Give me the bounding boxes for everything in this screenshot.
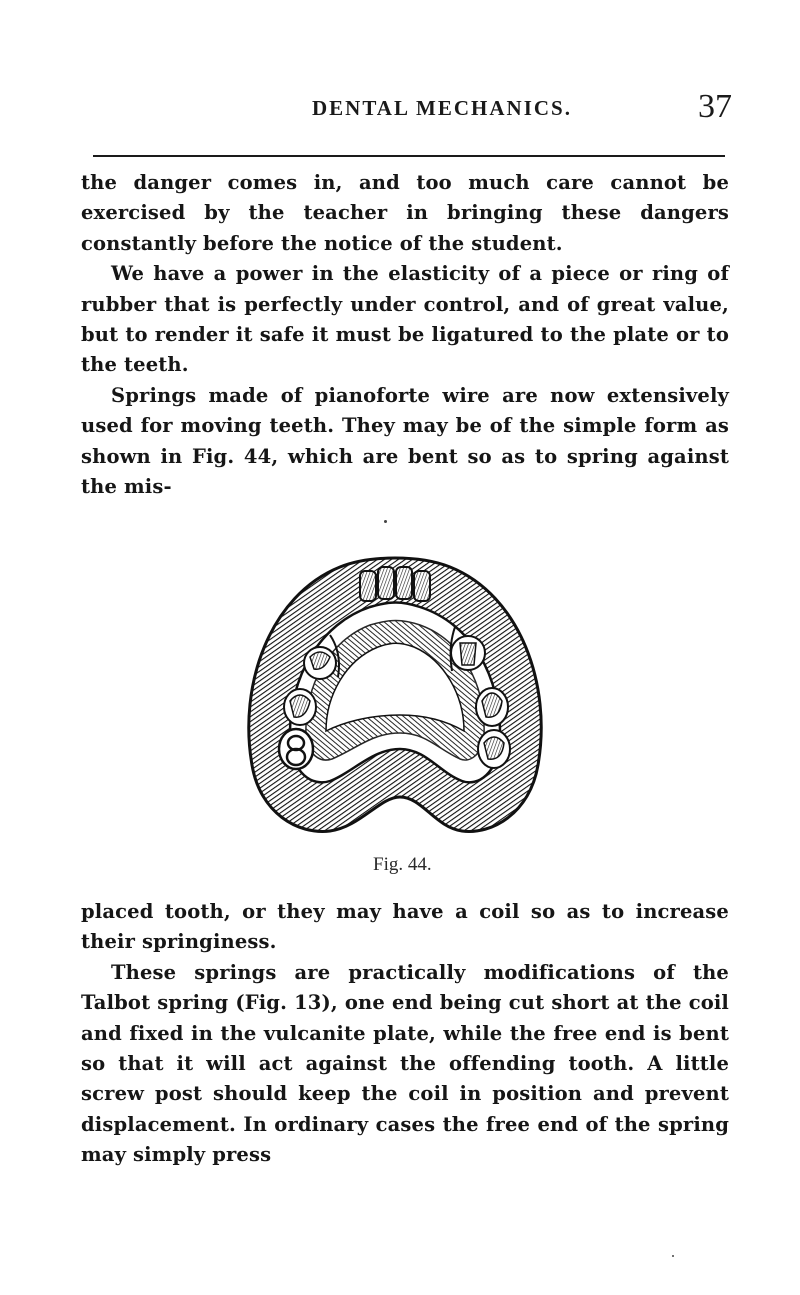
paragraph: placed tooth, or they may have a coil so as to increase their springiness. bbox=[81, 900, 729, 954]
dental-plate-illustration bbox=[230, 535, 560, 840]
dental-plate-drawing bbox=[230, 535, 560, 840]
figure-caption: Fig. 44. bbox=[373, 854, 432, 875]
page-number: 37 bbox=[698, 88, 732, 125]
paragraph: We have a power in the elasticity of a piece or ring of rubber that is perfectly under control, and of great value, but to render it safe it must be ligatured to the plate or to the teeth. bbox=[81, 262, 729, 377]
paragraph: These springs are practically modifications of the Talbot spring (Fig. 13), one end being cut short at the coil and fixed in the vulcanite plate, while the free end is bent so that it will act against the offending tooth. A little screw post should keep the coil in position and prevent displacement. In ordinary cases the free end of the spring may simply press bbox=[81, 960, 729, 1167]
body-text-top bbox=[81, 168, 729, 502]
print-speck bbox=[672, 1255, 674, 1257]
paragraph: the danger comes in, and too much care cannot be exercised by the teacher in bringing these dangers constantly before the notice of the student. bbox=[81, 171, 729, 255]
paragraph: Springs made of pianoforte wire are now extensively used for moving teeth. They may be of the simple form as shown in Fig. 44, which are bent so as to spring against the mis- bbox=[81, 383, 729, 499]
header-rule bbox=[93, 155, 725, 157]
body-text-bottom bbox=[81, 897, 729, 1171]
running-head bbox=[0, 90, 800, 130]
running-title: DENTAL MECHANICS. bbox=[312, 96, 572, 120]
print-speck bbox=[384, 520, 387, 523]
